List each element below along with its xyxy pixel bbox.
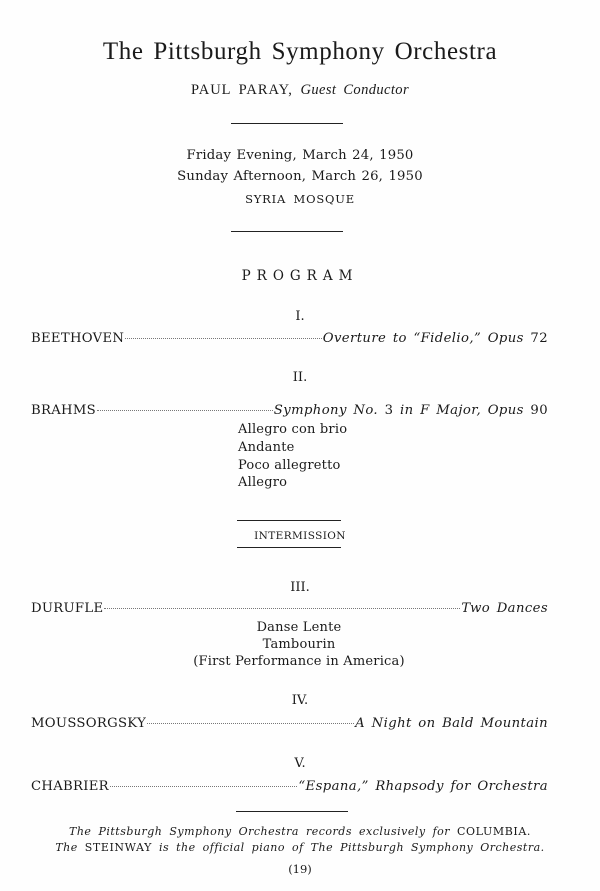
section-numeral: III.: [290, 580, 310, 595]
divider-rule: [236, 811, 348, 812]
section-numeral: I.: [295, 309, 305, 324]
footer-recording-note: [0, 825, 600, 838]
composer: MOUSSORGSKY: [31, 716, 147, 731]
program-entry: [31, 601, 548, 616]
dot-leader: [147, 723, 354, 724]
dot-leader: [125, 338, 322, 339]
orchestra-title: The Pittsburgh Symphony Orchestra: [102, 38, 498, 65]
footer-text: The: [55, 841, 85, 854]
conductor-role: Guest Conductor: [300, 82, 409, 98]
program-entry: [31, 716, 548, 731]
section-numeral: II.: [292, 370, 308, 385]
venue: SYRIA MOSQUE: [245, 192, 355, 206]
composer: DURUFLE: [31, 601, 104, 616]
divider-rule: [237, 547, 341, 548]
work-title-text: in F Major, Opus: [393, 403, 531, 418]
movement: Tambourin: [262, 637, 336, 652]
composer: BRAHMS: [31, 403, 96, 418]
footer-piano-note: [0, 841, 600, 854]
conductor-line: [0, 82, 600, 99]
footer-text: is the official piano of The Pittsburgh Symphony Orchestra.: [151, 841, 545, 854]
work-opus-number: 90: [530, 403, 548, 418]
section-numeral: V.: [294, 756, 306, 771]
movement: Poco allegretto: [238, 458, 341, 473]
footer-label: STEINWAY: [84, 841, 152, 854]
intermission-label: INTERMISSION: [254, 530, 346, 542]
performance-date-1: Friday Evening, March 24, 1950: [186, 148, 414, 163]
program-entry: [31, 779, 548, 794]
work-title: [274, 403, 548, 418]
performance-note: (First Performance in America): [193, 654, 405, 669]
movement: Andante: [238, 440, 295, 455]
program-heading: PROGRAM: [241, 268, 359, 284]
movement: Danse Lente: [256, 620, 342, 635]
dot-leader: [110, 786, 298, 787]
work-title: A Night on Bald Mountain: [355, 716, 548, 731]
work-title-text: Overture to “Fidelio,” Opus: [322, 331, 531, 346]
dot-leader: [104, 608, 460, 609]
work-opus-number: 72: [530, 331, 548, 346]
dot-leader: [97, 410, 273, 411]
divider-rule: [237, 520, 341, 521]
work-title: [323, 331, 548, 346]
divider-rule: [231, 231, 343, 232]
program-entry: [31, 403, 548, 418]
section-numeral: IV.: [291, 693, 309, 708]
conductor-name: PAUL PARAY,: [191, 82, 293, 98]
performance-date-2: Sunday Afternoon, March 26, 1950: [177, 169, 423, 184]
work-title-text: Symphony No.: [273, 403, 385, 418]
composer: BEETHOVEN: [31, 331, 125, 346]
footer-text: The Pittsburgh Symphony Orchestra records exclusively for: [69, 825, 458, 838]
page-number: (19): [288, 862, 312, 876]
composer: CHABRIER: [31, 779, 109, 794]
divider-rule: [231, 123, 343, 124]
work-title: Two Dances: [461, 601, 548, 616]
movement: Allegro con brio: [238, 422, 348, 437]
program-entry: [31, 331, 548, 346]
work-title: “Espana,” Rhapsody for Orchestra: [298, 779, 548, 794]
footer-label: COLUMBIA.: [457, 825, 531, 838]
movement: Allegro: [238, 475, 288, 490]
work-symphony-number: 3: [384, 403, 394, 418]
